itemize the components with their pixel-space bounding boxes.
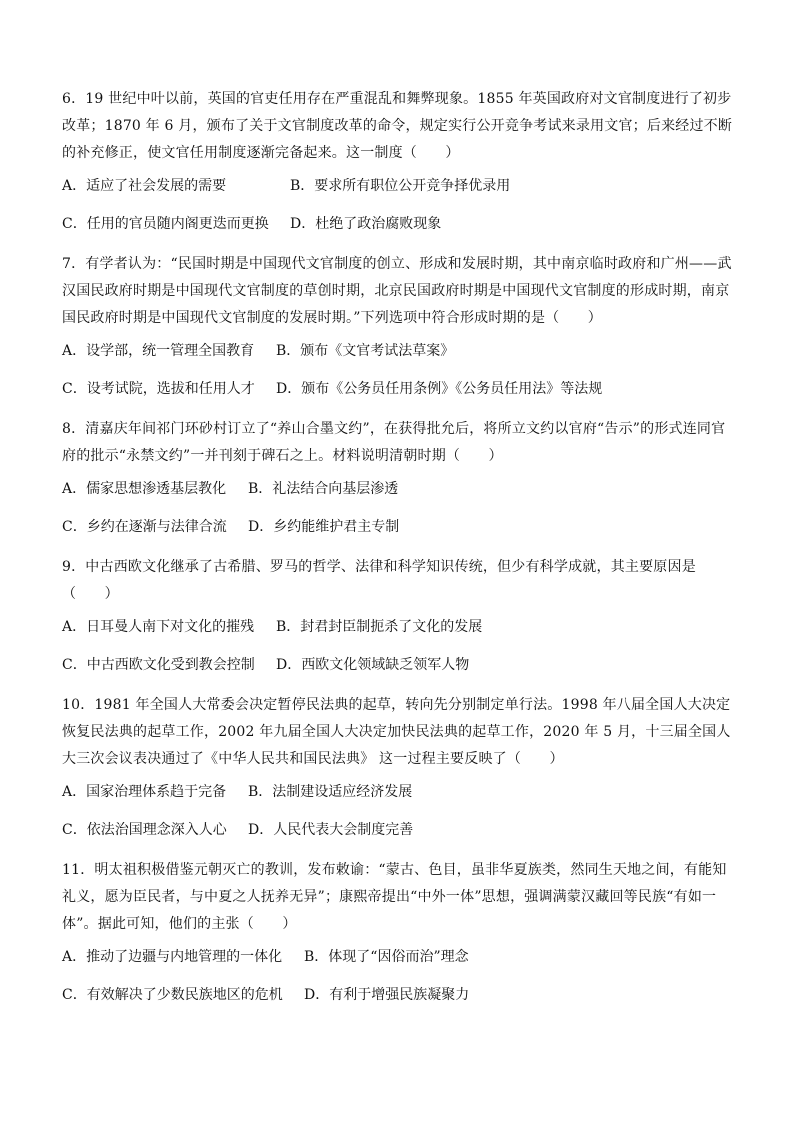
option-b[interactable]: B．要求所有职位公开竞争择优录用 xyxy=(290,178,511,194)
question-8 xyxy=(62,416,734,546)
option-a[interactable]: A．国家治理体系趋于完备 xyxy=(62,784,227,800)
option-a[interactable]: A．日耳曼人南下对文化的摧残 xyxy=(62,619,255,635)
spacer xyxy=(62,546,734,554)
option-b[interactable]: B．体现了“因俗而治”理念 xyxy=(304,949,469,965)
option-row xyxy=(62,773,734,811)
option-c[interactable]: C．任用的官员随内阁更迭而更换 xyxy=(62,216,269,232)
question-7 xyxy=(62,251,734,408)
option-b[interactable]: B．封君封臣制扼杀了文化的发展 xyxy=(276,619,483,635)
option-row xyxy=(62,332,734,370)
option-row xyxy=(62,205,734,243)
question-10 xyxy=(62,692,734,849)
options xyxy=(62,773,734,849)
question-stem: 9．中古西欧文化继承了古希腊、罗马的哲学、法律和科学知识传统，但少有科学成就，其主要原因是（ ） xyxy=(62,559,696,602)
option-row xyxy=(62,370,734,408)
option-d[interactable]: D．乡约能维护君主专制 xyxy=(248,519,400,535)
option-row xyxy=(62,938,734,976)
options xyxy=(62,608,734,684)
option-row xyxy=(62,811,734,849)
option-a[interactable]: A．设学部，统一管理全国教育 xyxy=(62,343,255,359)
question-9 xyxy=(62,554,734,684)
option-d[interactable]: D．颁布《公务员任用条例》《公务员任用法》等法规 xyxy=(276,381,603,397)
exam-page xyxy=(62,86,734,1014)
option-a[interactable]: A．推动了边疆与内地管理的一体化 xyxy=(62,949,283,965)
options xyxy=(62,332,734,408)
option-a[interactable]: A．儒家思想渗透基层教化 xyxy=(62,481,227,497)
question-stem: 8．清嘉庆年间祁门环砂村订立了“养山合墨文约”，在获得批允后，将所立文约以官府“告示”的形式连同官府的批示“永禁文约”一并刊刻于碑石之上。材料说明清朝时期（ ） xyxy=(62,421,726,464)
question-6 xyxy=(62,86,734,243)
options xyxy=(62,167,734,243)
option-a[interactable]: A．适应了社会发展的需要 xyxy=(62,178,227,194)
options xyxy=(62,470,734,546)
option-row xyxy=(62,608,734,646)
option-c[interactable]: C．中古西欧文化受到教会控制 xyxy=(62,657,255,673)
option-row xyxy=(62,646,734,684)
option-c[interactable]: C．有效解决了少数民族地区的危机 xyxy=(62,987,283,1003)
spacer xyxy=(62,849,734,857)
spacer xyxy=(62,684,734,692)
option-b[interactable]: B．法制建设适应经济发展 xyxy=(248,784,413,800)
option-d[interactable]: D．西欧文化领域缺乏领军人物 xyxy=(276,657,470,673)
option-row xyxy=(62,508,734,546)
options xyxy=(62,938,734,1014)
option-row xyxy=(62,167,734,205)
option-c[interactable]: C．依法治国理念深入人心 xyxy=(62,822,227,838)
option-d[interactable]: D．人民代表大会制度完善 xyxy=(248,822,414,838)
option-d[interactable]: D．有利于增强民族凝聚力 xyxy=(304,987,470,1003)
spacer xyxy=(62,408,734,416)
option-row xyxy=(62,470,734,508)
option-d[interactable]: D．杜绝了政治腐败现象 xyxy=(290,216,442,232)
question-stem: 10．1981 年全国人大常委会决定暂停民法典的起草，转向先分别制定单行法。1998 年八届全国人大决定恢复民法典的起草工作，2002 年九届全国人大决定加快民法典的起草工作，2020 年 5 月，十三届全国人大三次会议表决通过了《中华人民共和国民法典》 这一过程主要反映了（ ） xyxy=(62,697,731,767)
question-stem: 11．明太祖积极借鉴元朝灭亡的教训，发布敕谕：“蒙古、色目，虽非华夏族类，然同生天地之间，有能知礼义，愿为臣民者，与中夏之人抚养无异”；康熙帝提出“中外一体”思想，强调满蒙汉藏回等民族“有如一体”。据此可知，他们的主张（ ） xyxy=(62,862,727,932)
question-11 xyxy=(62,857,734,1014)
option-b[interactable]: B．颁布《文官考试法草案》 xyxy=(276,343,455,359)
option-row xyxy=(62,976,734,1014)
option-c[interactable]: C．设考试院，选拔和任用人才 xyxy=(62,381,255,397)
spacer xyxy=(62,243,734,251)
question-stem: 6．19 世纪中叶以前，英国的官吏任用存在严重混乱和舞弊现象。1855 年英国政府对文官制度进行了初步改革；1870 年 6 月，颁布了关于文官制度改革的命令，规定实行公开竞争考试来录用文官；后来经过不断的补充修正，使文官任用制度逐渐完备起来。这一制度（ ） xyxy=(62,91,733,161)
question-stem: 7．有学者认为：“民国时期是中国现代文官制度的创立、形成和发展时期，其中南京临时政府和广州——武汉国民政府时期是中国现代文官制度的草创时期，北京民国政府时期是中国现代文官制度的形成时期，南京国民政府时期是中国现代文官制度的发展时期。”下列选项中符合形成时期的是（ ） xyxy=(62,256,732,326)
option-c[interactable]: C．乡约在逐渐与法律合流 xyxy=(62,519,227,535)
option-b[interactable]: B．礼法结合向基层渗透 xyxy=(248,481,399,497)
